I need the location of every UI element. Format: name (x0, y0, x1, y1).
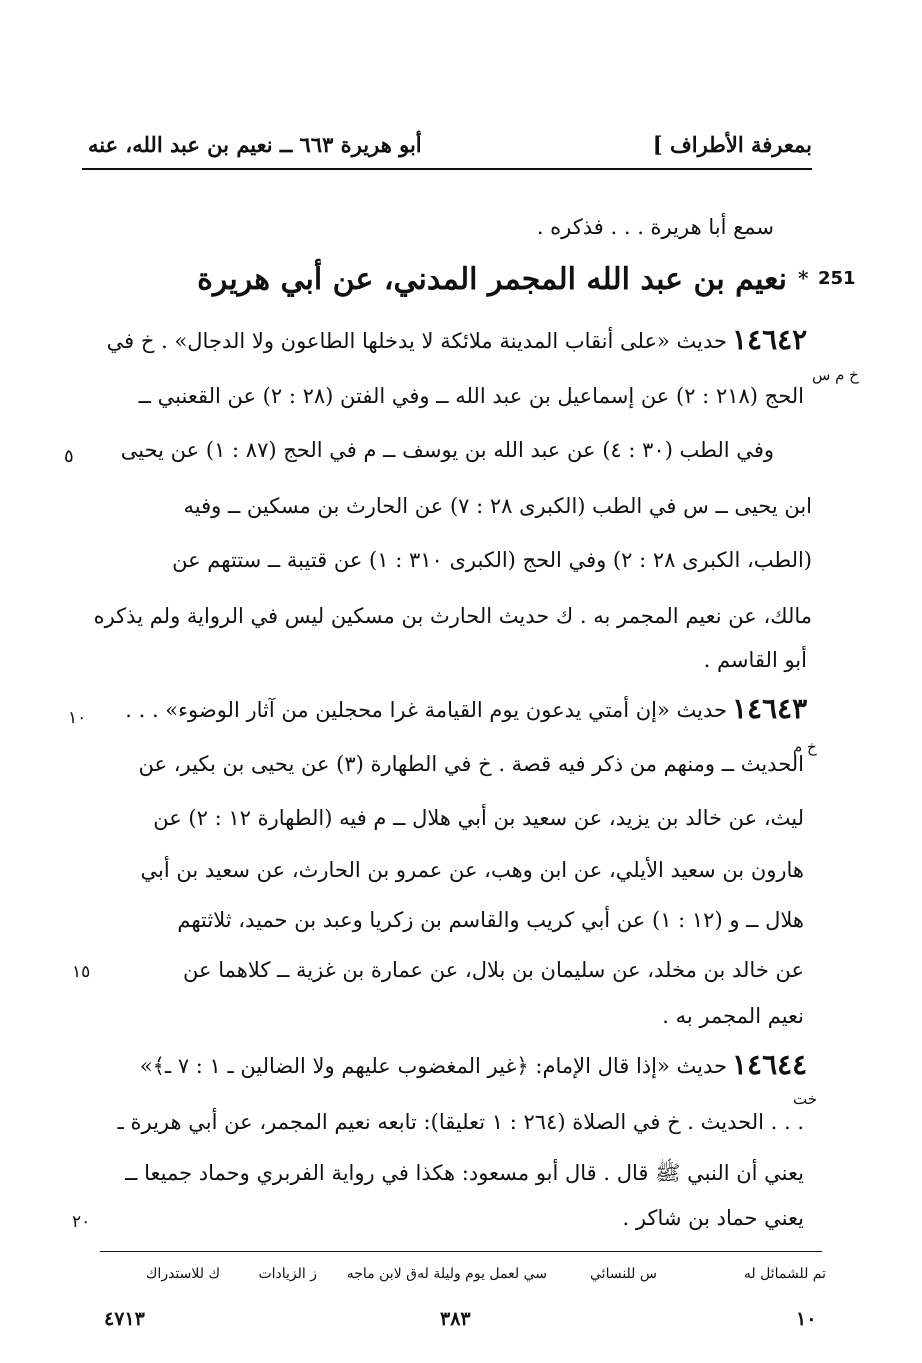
header-center: أبو هريرة ٦٦٣ ــ نعيم بن عبد الله، عنه (88, 132, 422, 157)
entry-text-line: ليث، عن خالد بن يزيد، عن سعيد بن أبي هلال ــ م فيه (الطهارة ١٢ : ٢) عن (153, 806, 804, 830)
header-rule (82, 168, 812, 170)
footnote-item: ز الزيادات (258, 1266, 317, 1282)
entry-text-line: نعيم المجمر به . (662, 1004, 804, 1028)
line-marker: ١٥ (72, 962, 91, 982)
entry-sigla: خت (793, 1090, 818, 1108)
entry-text-line: يعني أن النبي ﷺ قال . قال أبو مسعود: هكذا في رواية الفربري وحماد جميعا ــ (125, 1161, 804, 1185)
page-number: ٣٨٣ (440, 1308, 471, 1330)
entry-text-line: مالك، عن نعيم المجمر به . ك حديث الحارث بن مسكين ليس في الرواية ولم يذكره (93, 604, 812, 628)
line-marker: ٢٠ (72, 1212, 91, 1232)
entry-text-line: حديث «إذا قال الإمام: ﴿غير المغضوب عليهم ولا الضالين ـ ١ : ٧ ـ﴾» (139, 1054, 727, 1078)
footer-left: ٤٧١٣ (104, 1308, 145, 1330)
entry-text-line: هارون بن سعيد الأيلي، عن ابن وهب، عن عمرو بن الحارث، عن سعيد بن أبي (140, 858, 804, 882)
entry-text-line: هلال ــ و (١٢ : ١) عن أبي كريب والقاسم بن زكريا وعبد بن حميد، ثلاثتهم (177, 908, 804, 932)
line-marker: ٥ (64, 446, 74, 467)
section-number: 251 (818, 268, 856, 289)
footnote-item: س للنسائي (590, 1266, 657, 1282)
footnote-item: ك للاستدراك (145, 1266, 220, 1282)
line-marker: ١٠ (68, 708, 87, 728)
entry-sigla: خ م س (812, 366, 859, 384)
entry-text-line: ابن يحيى ــ س في الطب (الكبرى ٢٨ : ٧) عن الحارث بن مسكين ــ وفيه (183, 494, 812, 518)
section-title: نعيم بن عبد الله المجمر المدني، عن أبي هريرة (197, 262, 787, 297)
footnote-rule (100, 1251, 822, 1252)
entry-text-line: حديث «على أنقاب المدينة ملائكة لا يدخلها الطاعون ولا الدجال» . خ في (106, 329, 727, 353)
entry-text-line: . . . الحديث . خ في الصلاة (٢٦٤ : ١ تعليقا): تابعه نعيم المجمر، عن أبي هريرة ـ (117, 1110, 804, 1134)
entry-number: ١٤٦٤٣ (732, 692, 808, 725)
entry-text-line: وفي الطب (٣٠ : ٤) عن عبد الله بن يوسف ــ م في الحج (٨٧ : ١) عن يحيى (120, 438, 774, 462)
footnote-item: سي لعمل يوم وليلة له (417, 1266, 547, 1282)
entry-text-line: يعني حماد بن شاكر . (622, 1206, 804, 1230)
entry-number: ١٤٦٤٤ (732, 1048, 808, 1081)
footnote-item: ق لابن ماجه (346, 1266, 417, 1282)
entry-text-line: عن خالد بن مخلد، عن سليمان بن بلال، عن عمارة بن غزية ــ كلاهما عن (183, 958, 804, 982)
header-right: بمعرفة الأطراف ] (652, 132, 812, 157)
entry-text-line: (الطب، الكبرى ٢٨ : ٢) وفي الحج (الكبرى ٣١٠ : ١) عن قتيبة ــ ستتهم عن (172, 548, 812, 572)
section-marker: * (798, 266, 809, 290)
entry-text-line: الحديث ــ ومنهم من ذكر فيه قصة . خ في الطهارة (٣) عن يحيى بن بكير، عن (138, 752, 804, 776)
entry-text-line: أبو القاسم . (703, 648, 807, 672)
entry-text-line: الحج (٢١٨ : ٢) عن إسماعيل بن عبد الله ــ وفي الفتن (٢٨ : ٢) عن القعنبي ــ (138, 384, 804, 408)
entry-number: ١٤٦٤٢ (732, 323, 808, 356)
footer-right: ١٠ (796, 1308, 817, 1330)
entry-sigla: خ م (793, 738, 817, 756)
footnote-item: تم للشمائل له (743, 1266, 826, 1282)
entry-text-line: حديث «إن أمتي يدعون يوم القيامة غرا محجلين من آثار الوضوء» . . . (125, 698, 727, 722)
intro-line: سمع أبا هريرة . . . فذكره . (536, 215, 774, 239)
